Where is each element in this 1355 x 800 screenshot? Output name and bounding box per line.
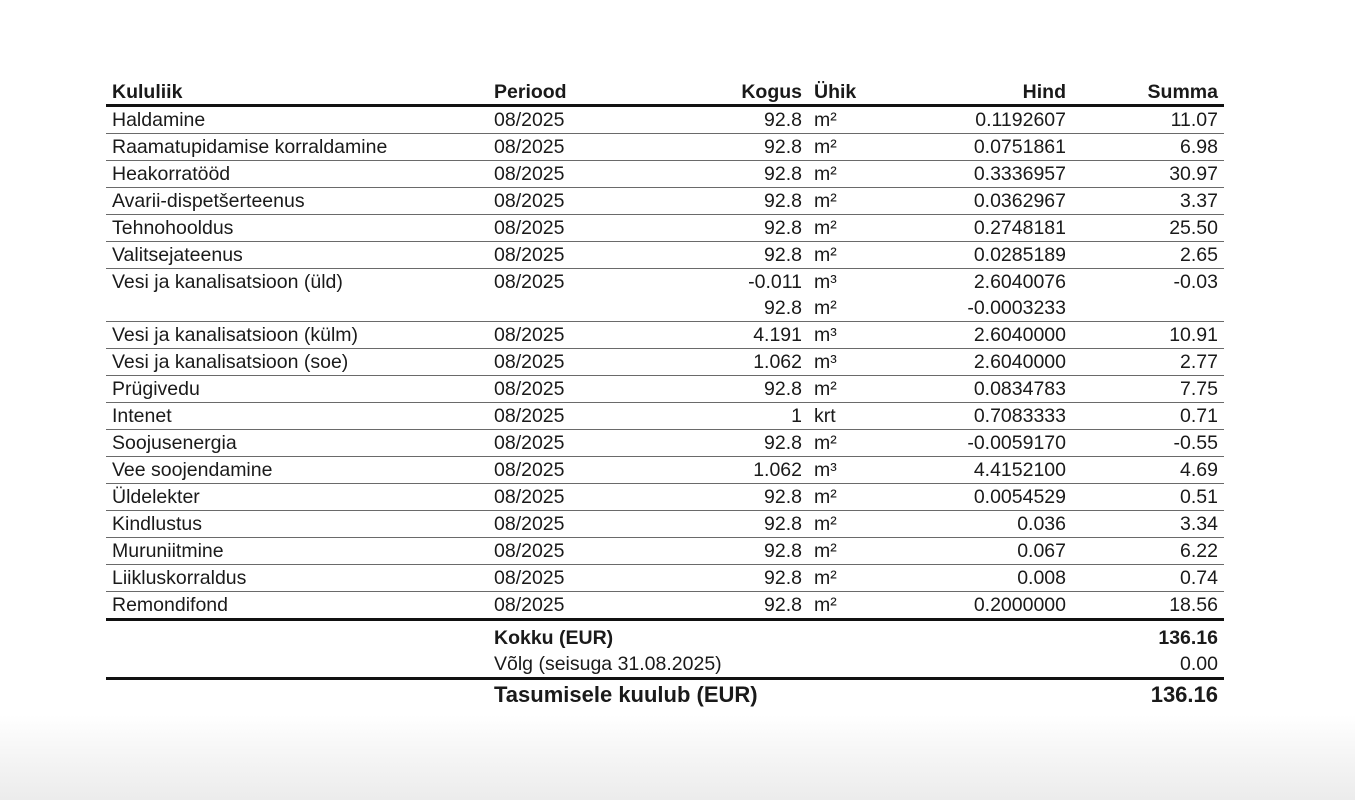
row-sum: 2.77 (1072, 349, 1224, 376)
pay-value: 136.16 (1150, 682, 1218, 707)
row-unit: m² (808, 242, 878, 269)
row-price: 0.0362967 (878, 188, 1072, 215)
row-sum: 0.51 (1072, 484, 1224, 511)
row-qty: 92.8 (668, 538, 808, 565)
row-period: 08/2025 (488, 134, 668, 161)
row-price: 0.0054529 (878, 484, 1072, 511)
row-price: 0.008 (878, 565, 1072, 592)
row-qty: 92.8 (668, 242, 808, 269)
row-name: Intenet (106, 403, 488, 430)
row-price: 2.6040076 (973, 271, 1066, 293)
row-sum: 4.69 (1072, 457, 1224, 484)
row-name: Muruniitmine (106, 538, 488, 565)
table-row (106, 295, 1224, 322)
row-qty: 92.8 (668, 295, 808, 322)
row-sum: -0.55 (1072, 430, 1224, 457)
cost-table (106, 78, 1224, 708)
row-period: 08/2025 (488, 511, 668, 538)
row-qty: 92.8 (668, 511, 808, 538)
row-name: Avarii-dispetšerteenus (106, 188, 488, 215)
row-name: Heakorratööd (106, 161, 488, 188)
row-period: 08/2025 (488, 161, 668, 188)
row-period: 08/2025 (488, 403, 668, 430)
row-price: 0.2000000 (878, 592, 1072, 620)
row-name: Üldelekter (106, 484, 488, 511)
row-unit: m² (808, 134, 878, 161)
row-qty: 92.8 (668, 592, 808, 620)
row-period: 08/2025 (488, 430, 668, 457)
table-row (106, 215, 1224, 242)
row-unit: m² (808, 538, 878, 565)
table-row (106, 349, 1224, 376)
row-unit: m³ (808, 349, 878, 376)
row-name: Haldamine (106, 106, 488, 134)
row-unit: m² (808, 106, 878, 134)
row-price: -0.0003233 (878, 295, 1072, 322)
row-unit: m² (808, 376, 878, 403)
row-period: 08/2025 (488, 242, 668, 269)
table-body (106, 106, 1224, 620)
table-row (106, 161, 1224, 188)
row-name: Liikluskorraldus (106, 565, 488, 592)
table-row (106, 538, 1224, 565)
pay-label: Tasumisele kuulub (EUR) (494, 682, 758, 707)
row-period: 08/2025 (488, 538, 668, 565)
row-unit: m² (808, 161, 878, 188)
row-price: 2.6040000 (878, 349, 1072, 376)
table-row (106, 511, 1224, 538)
row-unit: m² (808, 511, 878, 538)
row-sum (1072, 295, 1224, 322)
row-name: Vee soojendamine (106, 457, 488, 484)
row-unit: m² (808, 565, 878, 592)
row-sum: 3.34 (1072, 511, 1224, 538)
row-qty: 1 (668, 403, 808, 430)
row-name (106, 295, 488, 322)
row-period: 08/2025 (488, 376, 668, 403)
row-price: 0.0285189 (878, 242, 1072, 269)
debt-label: Võlg (seisuga 31.08.2025) (488, 651, 1072, 679)
table-row (106, 592, 1224, 620)
row-sum: 30.97 (1072, 161, 1224, 188)
row-period: 08/2025 (488, 592, 668, 620)
row-unit: m³ (814, 271, 837, 293)
table-row (106, 430, 1224, 457)
debt-row (106, 651, 1224, 679)
row-unit: krt (808, 403, 878, 430)
row-unit: m² (808, 484, 878, 511)
row-price: -0.0059170 (878, 430, 1072, 457)
row-period: 08/2025 (488, 106, 668, 134)
row-qty: 4.191 (668, 322, 808, 349)
header-summa: Summa (1072, 78, 1224, 106)
table-row (106, 484, 1224, 511)
row-unit: m² (808, 295, 878, 322)
row-qty: 92.8 (668, 430, 808, 457)
row-sum: 0.71 (1072, 403, 1224, 430)
row-qty: 92.8 (668, 134, 808, 161)
row-qty: 92.8 (668, 161, 808, 188)
row-name: Tehnohooldus (106, 215, 488, 242)
table-row (106, 269, 1224, 296)
row-sum: 6.98 (1072, 134, 1224, 161)
header-yhik: Ühik (808, 78, 878, 106)
row-name: Raamatupidamise korraldamine (106, 134, 488, 161)
row-sum: 3.37 (1072, 188, 1224, 215)
row-sum: 6.22 (1072, 538, 1224, 565)
row-sum: 7.75 (1072, 376, 1224, 403)
row-period (488, 295, 668, 322)
header-kogus: Kogus (668, 78, 808, 106)
row-qty: 1.062 (668, 349, 808, 376)
row-sum: 25.50 (1072, 215, 1224, 242)
row-unit: m³ (808, 457, 878, 484)
row-name: Vesi ja kanalisatsioon (soe) (106, 349, 488, 376)
row-price: 0.3336957 (878, 161, 1072, 188)
total-row (106, 620, 1224, 652)
row-sum: 18.56 (1072, 592, 1224, 620)
row-qty: -0.011 (748, 271, 802, 293)
row-name: Vesi ja kanalisatsioon (üld) (112, 271, 343, 293)
row-period: 08/2025 (488, 349, 668, 376)
row-period: 08/2025 (488, 322, 668, 349)
row-period: 08/2025 (494, 271, 565, 293)
row-sum: 0.74 (1072, 565, 1224, 592)
row-qty: 92.8 (668, 376, 808, 403)
row-price: 0.036 (878, 511, 1072, 538)
debt-value: 0.00 (1072, 651, 1224, 679)
row-period: 08/2025 (488, 215, 668, 242)
table-row (106, 134, 1224, 161)
row-price: 2.6040000 (878, 322, 1072, 349)
header-hind: Hind (878, 78, 1072, 106)
row-sum: 2.65 (1072, 242, 1224, 269)
table-header-row (106, 78, 1224, 106)
row-unit: m² (808, 215, 878, 242)
table-row (106, 188, 1224, 215)
row-period: 08/2025 (488, 457, 668, 484)
row-name: Valitsejateenus (106, 242, 488, 269)
row-name: Remondifond (106, 592, 488, 620)
row-qty: 92.8 (668, 106, 808, 134)
row-unit: m² (808, 592, 878, 620)
row-price: 0.0834783 (878, 376, 1072, 403)
row-price: 0.1192607 (878, 106, 1072, 134)
row-unit: m² (808, 430, 878, 457)
row-name: Vesi ja kanalisatsioon (külm) (106, 322, 488, 349)
total-label: Kokku (EUR) (494, 627, 614, 649)
table-row (106, 376, 1224, 403)
row-price: 0.7083333 (878, 403, 1072, 430)
row-sum: 11.07 (1072, 106, 1224, 134)
row-sum: 10.91 (1072, 322, 1224, 349)
table-row (106, 242, 1224, 269)
table-row (106, 565, 1224, 592)
row-period: 08/2025 (488, 565, 668, 592)
header-periood: Periood (488, 78, 668, 106)
row-name: Prügivedu (106, 376, 488, 403)
row-unit: m² (808, 188, 878, 215)
row-period: 08/2025 (488, 484, 668, 511)
row-qty: 92.8 (668, 188, 808, 215)
row-qty: 92.8 (668, 484, 808, 511)
row-qty: 1.062 (668, 457, 808, 484)
row-unit: m³ (808, 322, 878, 349)
row-sum: -0.03 (1173, 271, 1218, 293)
row-period: 08/2025 (488, 188, 668, 215)
row-price: 0.2748181 (878, 215, 1072, 242)
total-value: 136.16 (1158, 627, 1218, 649)
row-price: 0.0751861 (878, 134, 1072, 161)
row-name: Kindlustus (106, 511, 488, 538)
row-name: Soojusenergia (106, 430, 488, 457)
table-row (106, 322, 1224, 349)
row-qty: 92.8 (668, 565, 808, 592)
table-row (106, 457, 1224, 484)
row-qty: 92.8 (668, 215, 808, 242)
table-row (106, 403, 1224, 430)
row-price: 4.4152100 (878, 457, 1072, 484)
pay-row (106, 679, 1224, 709)
header-kululiik: Kululiik (106, 78, 488, 106)
row-price: 0.067 (878, 538, 1072, 565)
table-row (106, 106, 1224, 134)
